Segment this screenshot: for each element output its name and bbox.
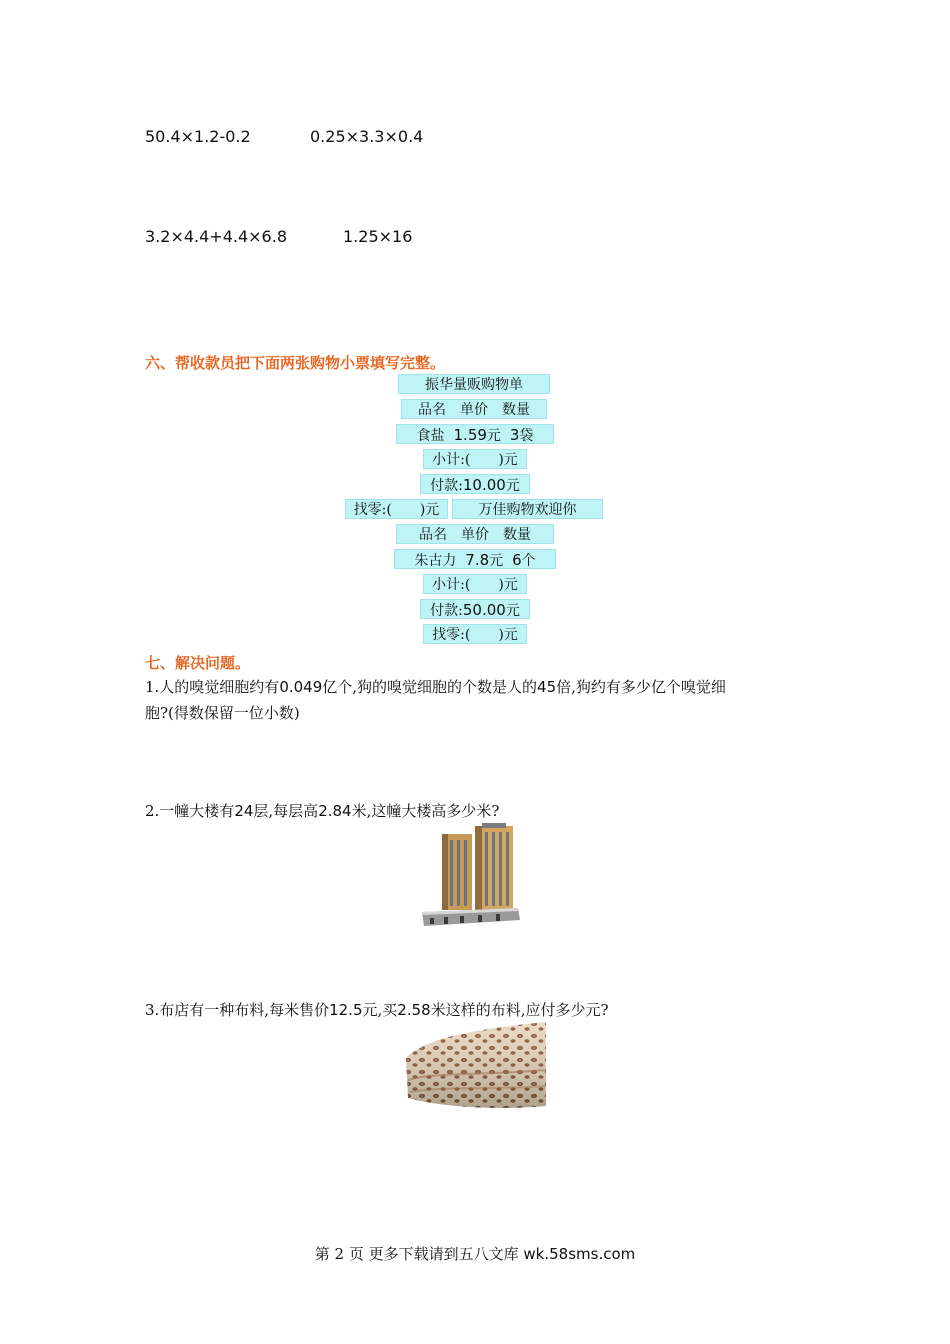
receipt-2-change: 找零:( )元 bbox=[423, 624, 527, 644]
receipt-2-paid-label: 付款: bbox=[430, 603, 463, 619]
expression-1: 50.4×1.2-0.2 bbox=[145, 127, 251, 146]
footer-site-link[interactable]: wk.58sms.com bbox=[523, 1245, 636, 1263]
expression-3: 3.2×4.4+4.4×6.8 bbox=[145, 227, 287, 246]
receipt-2-subtotal: 小计:( )元 bbox=[423, 574, 527, 594]
receipt-1-price: 1.59 bbox=[453, 426, 487, 444]
page-footer: 第 2 页 更多下载请到五八文库 wk.58sms.com bbox=[314, 1245, 636, 1263]
question-1-line-2: 胞?(得数保留一位小数) bbox=[145, 704, 300, 722]
receipt-1-header: 品名 单价 数量 bbox=[401, 399, 547, 419]
question-3: 3.布店有一种布料,每米售价12.5元,买2.58米这样的布料,应付多少元? bbox=[145, 1001, 609, 1019]
receipt-2-store-name: 万佳购物欢迎你 bbox=[452, 499, 603, 519]
receipt-2-paid-unit: 元 bbox=[505, 603, 520, 619]
section-7-title: 七、解决问题。 bbox=[145, 654, 251, 672]
receipt-1-qty: 3 bbox=[509, 426, 520, 444]
receipt-2-qty-unit: 个 bbox=[521, 553, 536, 569]
question-2: 2.一幢大楼有24层,每层高2.84米,这幢大楼高多少米? bbox=[145, 802, 500, 820]
receipt-2-header: 品名 单价 数量 bbox=[396, 524, 554, 544]
building-photo bbox=[420, 822, 522, 928]
receipt-1-store-name: 振华量贩购物单 bbox=[398, 374, 550, 394]
receipt-2-paid-row bbox=[420, 599, 530, 619]
expression-2: 0.25×3.3×0.4 bbox=[310, 127, 424, 146]
receipt-1-paid-label: 付款: bbox=[430, 478, 463, 494]
receipt-1-item-row bbox=[396, 424, 554, 444]
receipt-1-price-unit: 元 bbox=[486, 428, 501, 444]
receipt-1-paid-value: 10.00 bbox=[462, 476, 506, 494]
receipt-1-paid-unit: 元 bbox=[505, 478, 520, 494]
fabric-illustration bbox=[404, 1020, 546, 1110]
receipt-1-item: 食盐 bbox=[416, 428, 445, 444]
receipt-1-paid-row bbox=[420, 474, 530, 494]
receipt-2-price: 7.8 bbox=[465, 551, 490, 569]
receipt-1-change: 找零:( )元 bbox=[345, 499, 448, 519]
receipt-2-paid-value: 50.00 bbox=[462, 601, 506, 619]
fabric-photo bbox=[404, 1020, 546, 1110]
receipt-1-qty-unit: 袋 bbox=[519, 428, 534, 444]
receipt-2-item-row bbox=[394, 549, 556, 569]
receipt-1-subtotal: 小计:( )元 bbox=[423, 449, 527, 469]
receipt-2-qty: 6 bbox=[512, 551, 522, 569]
page-number: 2 bbox=[334, 1245, 345, 1263]
building-illustration bbox=[420, 822, 522, 928]
section-6-title: 六、帮收款员把下面两张购物小票填写完整。 bbox=[145, 354, 446, 372]
receipt-2-item: 朱古力 bbox=[414, 553, 457, 569]
question-1-line-1: 1.人的嗅觉细胞约有0.049亿个,狗的嗅觉细胞的个数是人的45倍,狗约有多少亿个嗅觉细 bbox=[145, 678, 726, 696]
expression-4: 1.25×16 bbox=[343, 227, 413, 246]
receipt-2-price-unit: 元 bbox=[489, 553, 504, 569]
